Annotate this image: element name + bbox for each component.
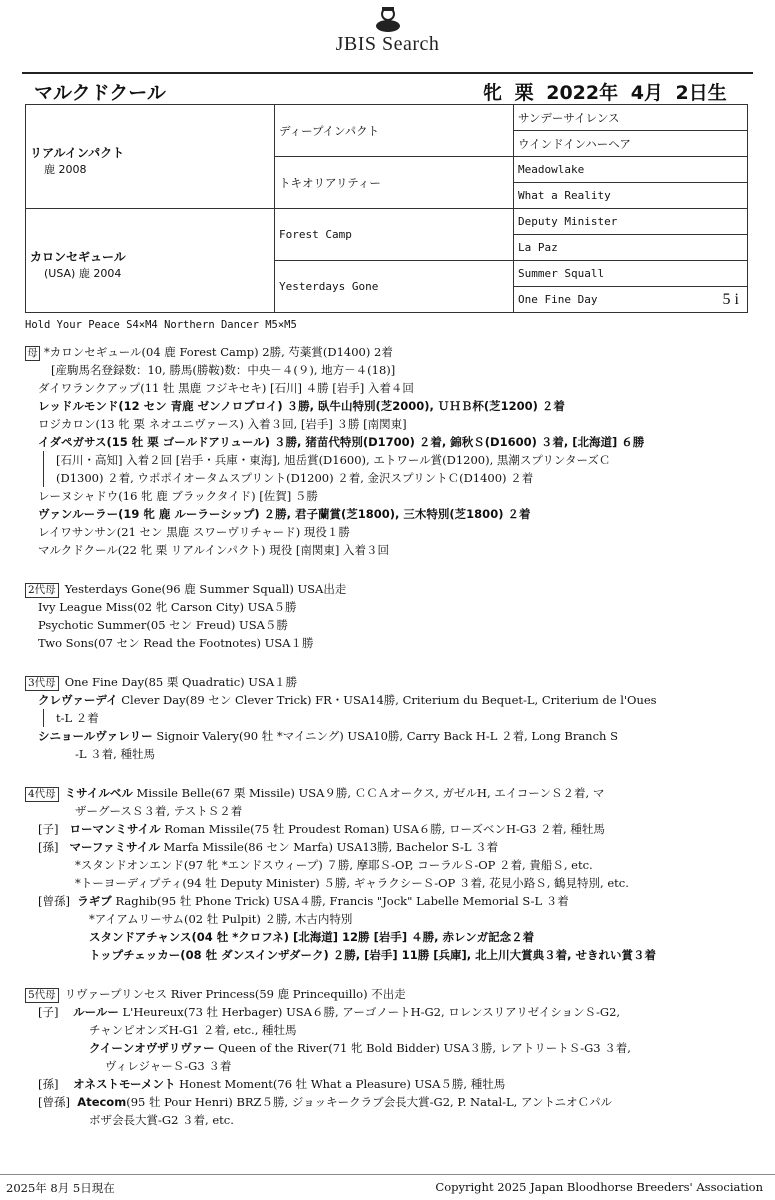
- produce-line-cont: (D1300) ２着, ウポポイオータムスプリント(D1200) ２着, 金沢スプリントＣ(D1400) ２着: [43, 469, 750, 487]
- pedigree-sire-sire[interactable]: ディープインパクト: [275, 105, 514, 157]
- pedigree-g3-4[interactable]: What a Reality: [514, 183, 748, 209]
- runner-record-cont: -L ３着, 種牡馬: [75, 747, 155, 761]
- horse-sex-color-birth: 牝 栗 2022年 4月 2日生: [483, 82, 727, 104]
- relation-label: [子]: [38, 1005, 59, 1019]
- runner-record-cont: ザーグースＳ３着, テストＳ２着: [75, 804, 243, 818]
- runner-name: Atecom: [77, 1095, 127, 1109]
- relation-label: [孫]: [38, 840, 59, 854]
- produce-line: Psychotic Summer(05 セン Freud) USA５勝: [38, 618, 288, 632]
- produce-line: レーヌシャドウ(16 牝 鹿 ブラックタイド) [佐賀] ５勝: [38, 489, 318, 503]
- third-dam-section: [25, 673, 750, 763]
- pedigree-sire[interactable]: [26, 105, 275, 209]
- sire-name: リアルインパクト: [30, 146, 125, 160]
- section-tag: 4代母: [25, 787, 59, 802]
- as-of-date: 2025年 8月 5日現在: [6, 1181, 115, 1195]
- produce-summary: [産駒馬名登録数：10, 勝馬(勝鞍)数：中央－４(９), 地方－４(18)]: [51, 363, 396, 377]
- section-tag: 母: [25, 346, 40, 361]
- dam-section: [25, 343, 750, 559]
- runner-record-cont: ヴィレジャーＳ-G3 ３着: [105, 1059, 232, 1073]
- runner-name-jp: ラギブ: [77, 894, 112, 908]
- runner-line: トップチェッカー(08 牡 ダンスインザダーク) ２勝, [岩手] 11勝 [兵庫], 北上川大賞典３着, せきれい賞３着: [89, 948, 656, 962]
- family-number: 5 i: [722, 290, 739, 308]
- runner-name-jp: マーファミサイル: [69, 840, 160, 854]
- logo-text: JBIS Search: [335, 33, 440, 55]
- pedigree-g3-1[interactable]: サンデーサイレンス: [514, 105, 748, 131]
- produce-line: レイワサンサン(21 セン 黒鹿 スワーヴリチャード) 現役１勝: [38, 525, 350, 539]
- runner-record: Honest Moment(76 牡 What a Pleasure) USA５勝, 種牡馬: [179, 1077, 506, 1091]
- runner-name-jp: オネストモーメント: [73, 1077, 176, 1091]
- dam-name: カロンセギュール: [30, 250, 126, 264]
- runner-record: Roman Missile(75 牡 Proudest Roman) USA６勝, ローズベンH-G3 ２着, 種牡馬: [164, 822, 605, 836]
- runner-record: Queen of the River(71 牝 Bold Bidder) USA３勝, レアトリートＳ-G3 ３着,: [218, 1041, 631, 1055]
- runner-record: L'Heureux(73 牡 Herbager) USA６勝, アーゴノートH-G2, ロレンスリアリゼイションＳ-G2,: [122, 1005, 621, 1019]
- pedigree-g3-3[interactable]: Meadowlake: [514, 157, 748, 183]
- produce-line: マルクドクール(22 牝 栗 リアルインパクト) 現役 [南関東] 入着３回: [38, 543, 389, 557]
- runner-line: *アイアムリーサム(02 牡 Pulpit) ２勝, 木古内特別: [89, 912, 353, 926]
- runner-record: (95 牡 Pour Henri) BRZ５勝, ジョッキークラブ会長大賞-G2, P. Natal-L, アントニオＣパル: [126, 1095, 613, 1109]
- section-tag: 5代母: [25, 988, 59, 1003]
- dam-detail: (USA) 鹿 2004: [44, 267, 122, 280]
- header-rule: [22, 72, 753, 74]
- runner-record: Clever Day(89 セン Clever Trick) FR・USA14勝, Criterium du Bequet-L, Criterium de l'Oues: [121, 693, 657, 707]
- runner-line: *トーヨーディプティ(94 牡 Deputy Minister) ５勝, ギャラクシーＳ-OP ３着, 花見小路Ｓ, 鶴見特別, etc.: [75, 876, 629, 890]
- section-tag: 3代母: [25, 676, 59, 691]
- dam-line: *カロンセギュール(04 鹿 Forest Camp) 2勝, 芍薬賞(D1400) 2着: [44, 345, 393, 359]
- pedigree-dam-dam[interactable]: Yesterdays Gone: [275, 261, 514, 313]
- pedigree-dam-sire[interactable]: Forest Camp: [275, 209, 514, 261]
- runner-record-cont: チャンピオンズH-G1 ２着, etc., 種牡馬: [89, 1023, 297, 1037]
- pedigree-g3-5[interactable]: Deputy Minister: [514, 209, 748, 235]
- produce-line: イダペガサス(15 牡 栗 ゴールドアリュール) ３勝, 猪苗代特別(D1700) ２着, 錦秋Ｓ(D1600) ３着, [北海道] ６勝: [38, 435, 645, 449]
- runner-line: スタンドアチャンス(04 牡 *クロフネ) [北海道] 12勝 [岩手] ４勝, 赤レンガ記念２着: [89, 930, 535, 944]
- horse-rider-icon: [368, 4, 408, 34]
- runner-name-jp: ミサイルベル: [64, 786, 133, 800]
- runner-record: Signoir Valery(90 牡 *マイニング) USA10勝, Carry Back H-L ２着, Long Branch S: [156, 729, 618, 743]
- section-tag: 2代母: [25, 583, 59, 598]
- runner-name-jp: クイーンオヴザリヴァー: [89, 1041, 215, 1055]
- pedigree-sire-dam[interactable]: トキオリアリティー: [275, 157, 514, 209]
- produce-line: ロジカロン(13 牝 栗 ネオユニヴァース) 入着３回, [岩手] ３勝 [南関東]: [38, 417, 407, 431]
- sire-detail: 鹿 2008: [44, 163, 87, 176]
- relation-label: [孫]: [38, 1077, 59, 1091]
- family-body: [25, 343, 750, 1150]
- relation-label: [曾孫]: [38, 894, 70, 908]
- runner-line: *スタンドオンエンド(97 牝 *エンドスウィープ) ７勝, 摩耶Ｓ-OP, コーラルＳ-OP ２着, 貴船Ｓ, etc.: [75, 858, 593, 872]
- pedigree-g3-7[interactable]: Summer Squall: [514, 261, 748, 287]
- runner-record: Raghib(95 牡 Phone Trick) USA４勝, Francis "Jock" Labelle Memorial S-L ３着: [115, 894, 569, 908]
- produce-line: ダイワランクアップ(11 牡 黒鹿 フジキセキ) [石川] ４勝 [岩手] 入着４回: [38, 381, 414, 395]
- runner-name-jp: クレヴァーデイ: [38, 693, 118, 707]
- runner-record: Marfa Missile(86 セン Marfa) USA13勝, Bachelor S-L ３着: [163, 840, 499, 854]
- runner-record-cont: ボザ会長大賞-G2 ３着, etc.: [89, 1113, 234, 1127]
- pedigree-dam[interactable]: [26, 209, 275, 313]
- produce-line-cont: [石川・高知] 入着２回 [岩手・兵庫・東海], 旭岳賞(D1600), エトワール賞(D1200), 黒潮スプリンターズＣ: [43, 451, 750, 469]
- produce-line: Two Sons(07 セン Read the Footnotes) USA１勝: [38, 636, 314, 650]
- pedigree-table: [25, 104, 748, 313]
- jbis-logo[interactable]: [0, 4, 775, 56]
- inbreeding-line: Hold Your Peace S4×M4 Northern Dancer M5×M5: [25, 319, 297, 331]
- produce-line: レッドルモンド(12 セン 青鹿 ゼンノロブロイ) ３勝, 臥牛山特別(芝2000), ＵＨＢ杯(芝1200) ２着: [38, 399, 565, 413]
- g3-8-name: One Fine Day: [518, 293, 598, 306]
- runner-name-jp: シニョールヴァレリー: [38, 729, 153, 743]
- pedigree-g3-2[interactable]: ウインドインハーヘア: [514, 131, 748, 157]
- copyright: Copyright 2025 Japan Bloodhorse Breeders' Association: [435, 1180, 763, 1194]
- third-dam-line: One Fine Day(85 栗 Quadratic) USA１勝: [64, 675, 298, 689]
- second-dam-section: [25, 580, 750, 652]
- pedigree-g3-6[interactable]: La Paz: [514, 235, 748, 261]
- footer-rule: [0, 1174, 775, 1175]
- fifth-dam-section: [25, 985, 750, 1129]
- fourth-dam-section: [25, 784, 750, 964]
- runner-name-jp: ローマンミサイル: [69, 822, 161, 836]
- runner-record: Missile Belle(67 栗 Missile) USA９勝, ＣＣＡオークス, ガゼルH, エイコーンＳ２着, マ: [136, 786, 605, 800]
- pedigree-g3-8[interactable]: [514, 287, 748, 313]
- runner-record-cont: t-L ２着: [43, 709, 750, 727]
- produce-line: Ivy League Miss(02 牝 Carson City) USA５勝: [38, 600, 297, 614]
- runner-name-jp: ルールー: [73, 1005, 119, 1019]
- fifth-dam-line: リヴァープリンセス River Princess(59 鹿 Princequillo) 不出走: [64, 987, 406, 1001]
- relation-label: [曾孫]: [38, 1095, 70, 1109]
- horse-name: マルクドクール: [34, 82, 166, 104]
- relation-label: [子]: [38, 822, 59, 836]
- second-dam-line: Yesterdays Gone(96 鹿 Summer Squall) USA出走: [64, 582, 347, 596]
- produce-line: ヴァンルーラー(19 牝 鹿 ルーラーシップ) ２勝, 君子蘭賞(芝1800), 三木特別(芝1800) ２着: [38, 507, 531, 521]
